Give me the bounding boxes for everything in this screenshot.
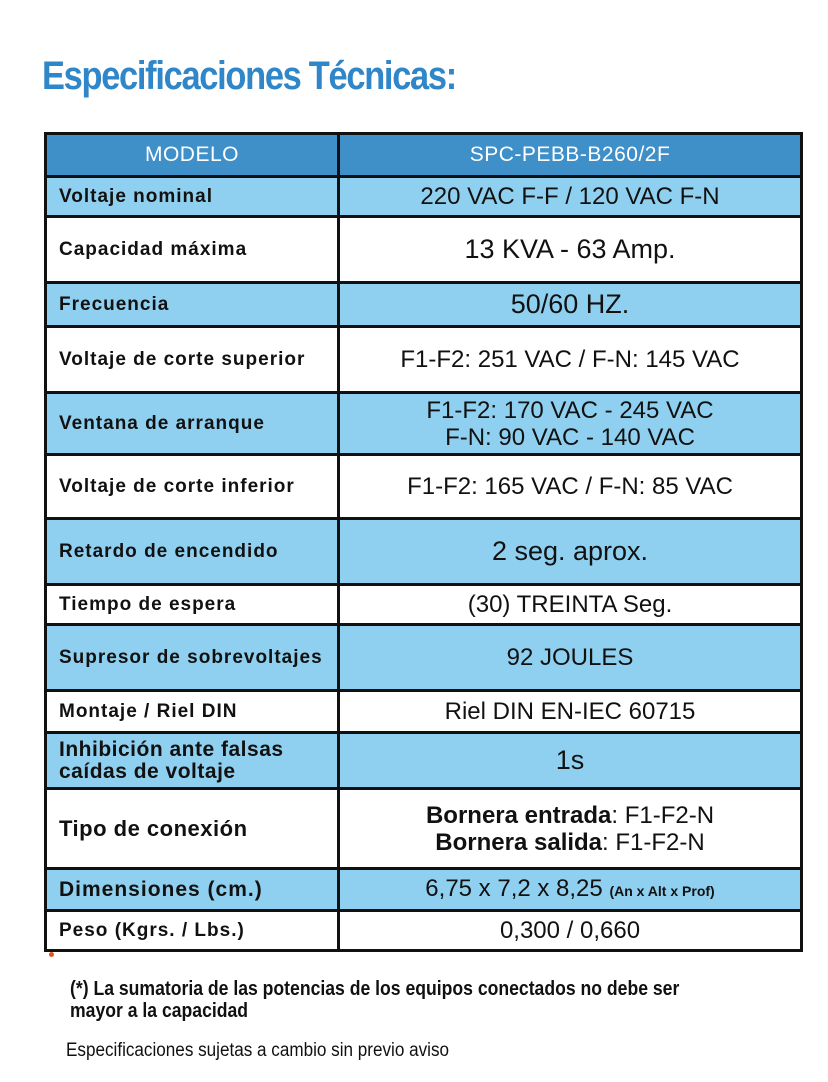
row-value-rest: : F1-F2-N bbox=[602, 828, 705, 856]
row-label: Ventana de arranque bbox=[46, 393, 339, 455]
row-value bbox=[339, 789, 802, 869]
specifications-table bbox=[44, 132, 803, 952]
row-value: F1-F2: 165 VAC / F-N: 85 VAC bbox=[339, 455, 802, 519]
row-value: 92 JOULES bbox=[339, 625, 802, 691]
decorative-dot bbox=[49, 952, 54, 957]
table-row bbox=[46, 283, 802, 327]
row-label: Capacidad máxima bbox=[46, 217, 339, 283]
row-label: Montaje / Riel DIN bbox=[46, 691, 339, 733]
table-row bbox=[46, 519, 802, 585]
page-title: Especificaciones Técnicas: bbox=[42, 54, 456, 98]
row-value-note: (An x Alt x Prof) bbox=[609, 882, 715, 899]
table-header-row bbox=[46, 134, 802, 177]
row-label: Inhibición ante falsas caídas de voltaje bbox=[46, 733, 339, 789]
row-value-line bbox=[340, 829, 800, 856]
row-value-line: F-N: 90 VAC - 140 VAC bbox=[445, 423, 695, 451]
row-value: 220 VAC F-F / 120 VAC F-N bbox=[339, 177, 802, 217]
table-row bbox=[46, 789, 802, 869]
row-value bbox=[339, 393, 802, 455]
row-value: 50/60 HZ. bbox=[339, 283, 802, 327]
row-label: Frecuencia bbox=[46, 283, 339, 327]
table-row bbox=[46, 217, 802, 283]
table-row bbox=[46, 733, 802, 789]
footnote: (*) La sumatoria de las potencias de los equipos conectados no debe ser mayor a la capacidad bbox=[70, 978, 680, 1022]
row-value bbox=[339, 869, 802, 911]
row-value: 13 KVA - 63 Amp. bbox=[339, 217, 802, 283]
row-label: Tipo de conexión bbox=[46, 789, 339, 869]
row-value: Riel DIN EN-IEC 60715 bbox=[339, 691, 802, 733]
table-row bbox=[46, 869, 802, 911]
table-row bbox=[46, 327, 802, 393]
row-value: (30) TREINTA Seg. bbox=[339, 585, 802, 625]
table-row bbox=[46, 177, 802, 217]
model-value: SPC-PEBB-B260/2F bbox=[339, 134, 802, 177]
table-row bbox=[46, 691, 802, 733]
disclaimer: Especificaciones sujetas a cambio sin previo aviso bbox=[66, 1040, 450, 1061]
table-row bbox=[46, 625, 802, 691]
row-value: 1s bbox=[339, 733, 802, 789]
row-label: Voltaje de corte superior bbox=[46, 327, 339, 393]
row-value: F1-F2: 251 VAC / F-N: 145 VAC bbox=[339, 327, 802, 393]
row-label: Retardo de encendido bbox=[46, 519, 339, 585]
row-label: Peso (Kgrs. / Lbs.) bbox=[46, 911, 339, 951]
table-row bbox=[46, 585, 802, 625]
row-value-line bbox=[340, 802, 800, 829]
table-row bbox=[46, 911, 802, 951]
row-value-main: 6,75 x 7,2 x 8,25 bbox=[425, 874, 603, 902]
row-label: Tiempo de espera bbox=[46, 585, 339, 625]
row-value-bold: Bornera entrada bbox=[425, 801, 612, 829]
table-row bbox=[46, 393, 802, 455]
row-label: Supresor de sobrevoltajes bbox=[46, 625, 339, 691]
row-value: 2 seg. aprox. bbox=[339, 519, 802, 585]
model-label: MODELO bbox=[46, 134, 339, 177]
row-value-line: F1-F2: 170 VAC - 245 VAC bbox=[426, 396, 714, 424]
row-label: Voltaje nominal bbox=[46, 177, 339, 217]
row-value-bold: Bornera salida bbox=[435, 828, 603, 856]
row-value: 0,300 / 0,660 bbox=[339, 911, 802, 951]
row-label: Voltaje de corte inferior bbox=[46, 455, 339, 519]
row-label: Dimensiones (cm.) bbox=[46, 869, 339, 911]
row-value-rest: : F1-F2-N bbox=[611, 801, 715, 829]
table-row bbox=[46, 455, 802, 519]
